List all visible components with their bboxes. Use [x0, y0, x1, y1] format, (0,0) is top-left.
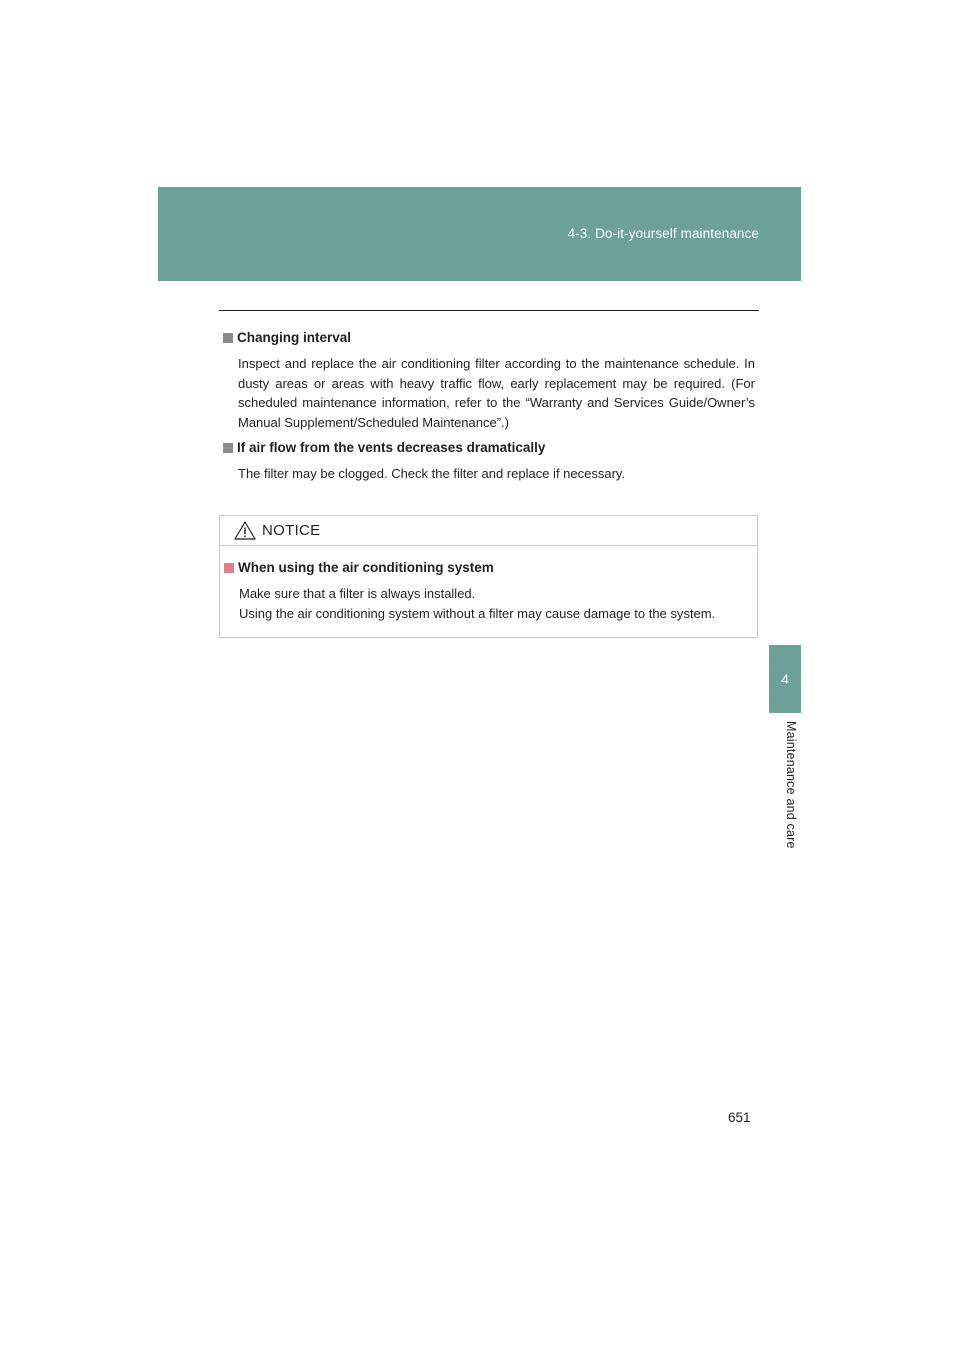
- section-changing-interval: [223, 328, 755, 432]
- notice-text: [239, 584, 754, 623]
- square-bullet-icon: [223, 443, 233, 453]
- warning-triangle-icon: [234, 521, 256, 540]
- notice-body: [224, 558, 754, 623]
- page-number: 651: [728, 1110, 751, 1125]
- section-title: 4-3. Do-it-yourself maintenance: [567, 226, 759, 241]
- chapter-tab: [769, 645, 801, 713]
- notice-title: NOTICE: [262, 522, 321, 539]
- notice-line: Using the air conditioning system without a filter may cause damage to the system.: [239, 605, 716, 621]
- section-heading-text: If air flow from the vents decreases dramatically: [237, 440, 546, 455]
- header-band: [158, 187, 801, 281]
- notice-header: [220, 516, 757, 546]
- section-heading-text: Changing interval: [237, 330, 352, 345]
- square-bullet-icon: [223, 333, 233, 343]
- notice-line: Make sure that a filter is always installed.: [239, 586, 476, 601]
- notice-box: [219, 515, 758, 638]
- section-body: Inspect and replace the air conditioning filter according to the maintenance schedule. In dusty areas or areas with heavy traffic flow, early replacement may be required. (For scheduled maintenance information, refer to the “Warranty and Services Guide/Owner’s Manual Supplement/Scheduled Maintenance”.): [238, 356, 755, 430]
- chapter-label: Maintenance and care: [784, 721, 798, 849]
- section-heading: [223, 328, 755, 348]
- square-bullet-icon: [224, 563, 234, 573]
- notice-heading-text: When using the air conditioning system: [238, 560, 494, 575]
- section-body: The filter may be clogged. Check the filter and replace if necessary.: [238, 466, 626, 481]
- section-heading: [223, 438, 755, 458]
- notice-heading: [224, 558, 754, 578]
- divider: [219, 310, 759, 311]
- section-air-flow: [223, 438, 755, 484]
- chapter-number: 4: [781, 671, 789, 687]
